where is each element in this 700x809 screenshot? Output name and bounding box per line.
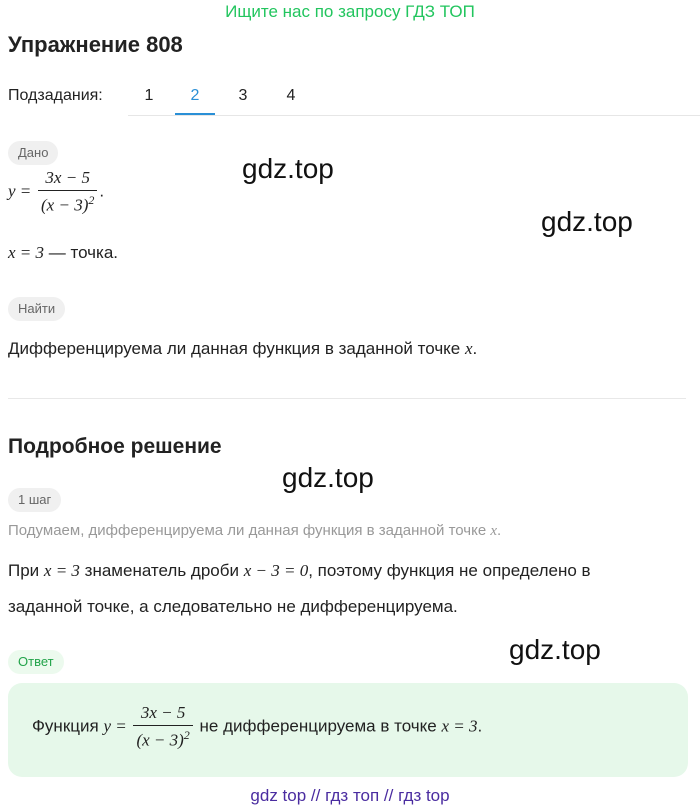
step-hint	[8, 522, 501, 540]
fraction-numerator: 3x − 5	[45, 168, 90, 187]
step-hint-tail: .	[497, 522, 502, 539]
given-point-text: — точка.	[44, 243, 118, 262]
find-tail: .	[472, 339, 478, 358]
watermark-2: gdz.top	[541, 206, 633, 237]
section-divider	[8, 398, 686, 399]
tab-subtask-4[interactable]: 4	[286, 87, 296, 104]
given-badge: Дано	[8, 141, 58, 165]
given-function	[8, 168, 104, 216]
solution-title: Подробное решение	[8, 435, 222, 458]
find-text: Дифференцируема ли данная функция в заданной точке	[8, 339, 461, 358]
watermark-1: gdz.top	[242, 153, 334, 184]
answer-tail: .	[477, 716, 483, 736]
given-point	[8, 243, 118, 263]
watermark-4: gdz.top	[509, 634, 601, 665]
subtasks-label: Подзадания:	[8, 87, 103, 104]
solution-text-b: знаменатель дроби	[84, 561, 239, 580]
answer-fraction-numerator: 3x − 5	[140, 703, 186, 722]
find-question	[8, 339, 477, 359]
function-lhs: y =	[8, 181, 32, 201]
answer-prefix: Функция	[32, 716, 99, 736]
step-hint-var: x	[490, 523, 498, 539]
tab-subtask-2[interactable]: 2	[190, 87, 200, 104]
answer-denominator-base: (x − 3)	[136, 730, 184, 750]
denominator-exponent: 2	[88, 193, 95, 207]
denominator-base: (x − 3)	[41, 195, 89, 215]
tab-subtask-1[interactable]: 1	[144, 87, 154, 104]
answer-point: x = 3	[441, 716, 478, 736]
answer-middle: не дифференцируема в точке	[199, 716, 437, 736]
solution-line-2: заданной точке, а следовательно не дифференцируема.	[8, 597, 458, 616]
solution-line-1	[8, 561, 591, 581]
find-var: x	[465, 339, 473, 358]
answer-badge: Ответ	[8, 650, 64, 674]
tabs-divider	[128, 115, 700, 116]
solution-text-a: При	[8, 561, 40, 580]
solution-math-1: x = 3	[43, 561, 80, 580]
search-banner: Ищите нас по запросу ГДЗ ТОП	[225, 2, 475, 21]
answer-fraction	[133, 703, 192, 751]
watermark-3: gdz.top	[282, 462, 374, 493]
footer-links: gdz top // гдз топ // гдз top	[250, 786, 450, 805]
find-badge: Найти	[8, 297, 65, 321]
solution-text-c: , поэтому функция не определено в	[308, 561, 591, 580]
answer-text	[32, 703, 482, 751]
step-badge: 1 шаг	[8, 488, 61, 512]
page-title: Упражнение 808	[8, 32, 183, 57]
tab-subtask-3[interactable]: 3	[238, 87, 248, 104]
given-fraction	[38, 168, 97, 216]
fraction-denominator	[38, 191, 97, 216]
given-point-math: x = 3	[8, 243, 45, 262]
answer-lhs: y =	[103, 716, 127, 736]
solution-math-2: x − 3 = 0	[243, 561, 309, 580]
given-function-period: .	[99, 181, 105, 201]
answer-fraction-denominator	[133, 726, 192, 751]
step-hint-text: Подумаем, дифференцируема ли данная функция в заданной точке	[8, 522, 487, 539]
answer-denominator-exponent: 2	[183, 728, 190, 742]
